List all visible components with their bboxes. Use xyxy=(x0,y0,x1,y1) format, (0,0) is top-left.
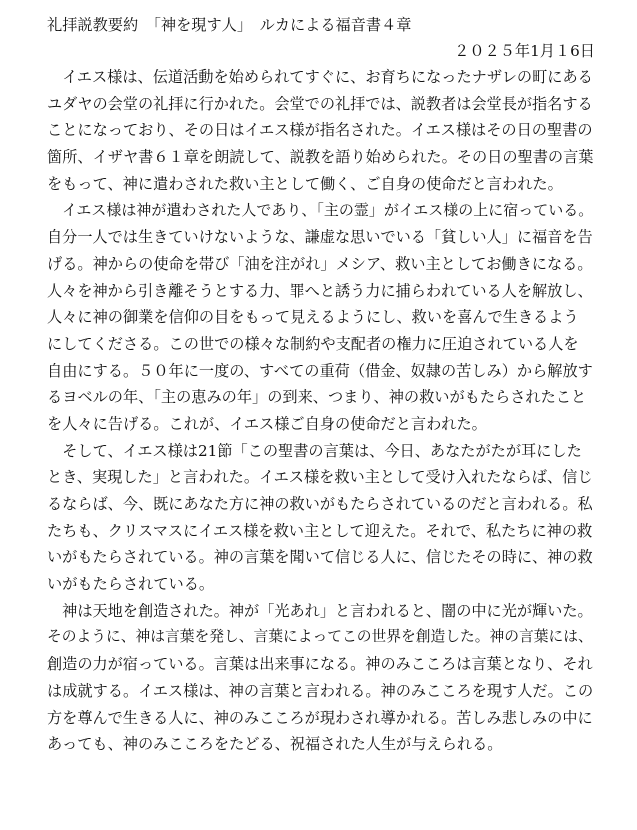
text-line: あっても、神のみこころをたどる、祝福された人生が与えられる。 xyxy=(47,735,503,754)
text-line: は成就する。イエス様は、神の言葉と言われる。神のみこころを現す人だ。この xyxy=(47,681,594,700)
document-body xyxy=(47,64,593,758)
text-line: イエス様は、伝道活動を始められてすぐに、お育ちになったナザレの町にある xyxy=(47,68,593,86)
document-date: ２０２５年1月１6日 xyxy=(454,42,595,60)
paragraph xyxy=(47,197,593,437)
text-line: 人々に神の御業を信仰の目をもって見えるようにし、救いを喜んで生きるよう xyxy=(47,308,579,327)
paragraph xyxy=(47,438,593,598)
text-line: を人々に告げる。これが、イエス様ご自身の使命だと言われた。 xyxy=(47,414,487,433)
text-line: 神は天地を創造された。神が「光あれ」と言われると、闇の中に光が輝いた。 xyxy=(47,601,593,620)
text-line: そのように、神は言葉を発し、言葉によってこの世界を創造した。神の言葉には、 xyxy=(47,628,593,646)
text-line: いがもたらされている。 xyxy=(47,575,215,594)
text-line: たちも、クリスマスにイエス様を救い主として迎えた。それで、私たちに神の救 xyxy=(47,521,593,540)
text-line: 自由にする。５０年に一度の、すべての重荷（借金、奴隷の苦しみ）から解放す xyxy=(47,361,593,380)
paragraph xyxy=(47,64,593,197)
text-line: ことになっており、その日はイエス様が指名された。イエス様はその日の聖書の xyxy=(47,121,593,140)
text-line: とき、実現した」と言われた。イエス様を救い主として受け入れたならば、信じ xyxy=(47,468,593,487)
text-line: をもって、神に遣わされた救い主として働く、ご自身の使命だと言われた。 xyxy=(47,174,563,193)
text-line: 箇所、イザヤ書６１章を朗読して、説教を語り始められた。その日の聖書の言葉 xyxy=(47,148,594,167)
text-line: 人々を神から引き離そうとする力、罪へと誘う力に捕らわれている人を解放し、 xyxy=(47,281,593,300)
text-line: るならば、今、既にあなた方に神の救いがもたらされているのだと言われる。私 xyxy=(47,495,593,513)
text-line: ユダヤの会堂の礼拝に行かれた。会堂での礼拝では、説教者は会堂長が指名する xyxy=(47,94,593,113)
text-line: 方を尊んで生きる人に、神のみこころが現わされ導かれる。苦しみ悲しみの中に xyxy=(47,708,593,727)
text-line: いがもたらされている。神の言葉を聞いて信じる人に、信じたその時に、神の救 xyxy=(47,548,593,567)
text-line: 自分一人では生きていけないような、謙虚な思いでいる「貧しい人」に福音を告 xyxy=(47,228,593,247)
text-line: そして、イエス様は21節「この聖書の言葉は、今日、あなたがたが耳にした xyxy=(47,441,582,460)
text-line: るヨベルの年、「主の恵みの年」の到来、つまり、神の救いがもたらされたこと xyxy=(47,388,587,407)
paragraph xyxy=(47,598,593,758)
text-line: げる。神からの使命を帯び「油を注がれ」メシア、救い主としてお働きになる。 xyxy=(47,254,593,273)
document-title: 礼拝説教要約 「神を現す人」 ルカによる福音書４章 xyxy=(47,16,412,34)
text-line: 創造の力が宿っている。言葉は出来事になる。神のみこころは言葉となり、それ xyxy=(47,655,593,674)
text-line: イエス様は神が遣わされた人であり、「主の霊」がイエス様の上に宿っている。 xyxy=(47,201,594,220)
document-page xyxy=(47,12,593,758)
text-line: にしてくださる。この世での様々な制約や支配者の権力に圧迫されている人を xyxy=(47,334,579,353)
